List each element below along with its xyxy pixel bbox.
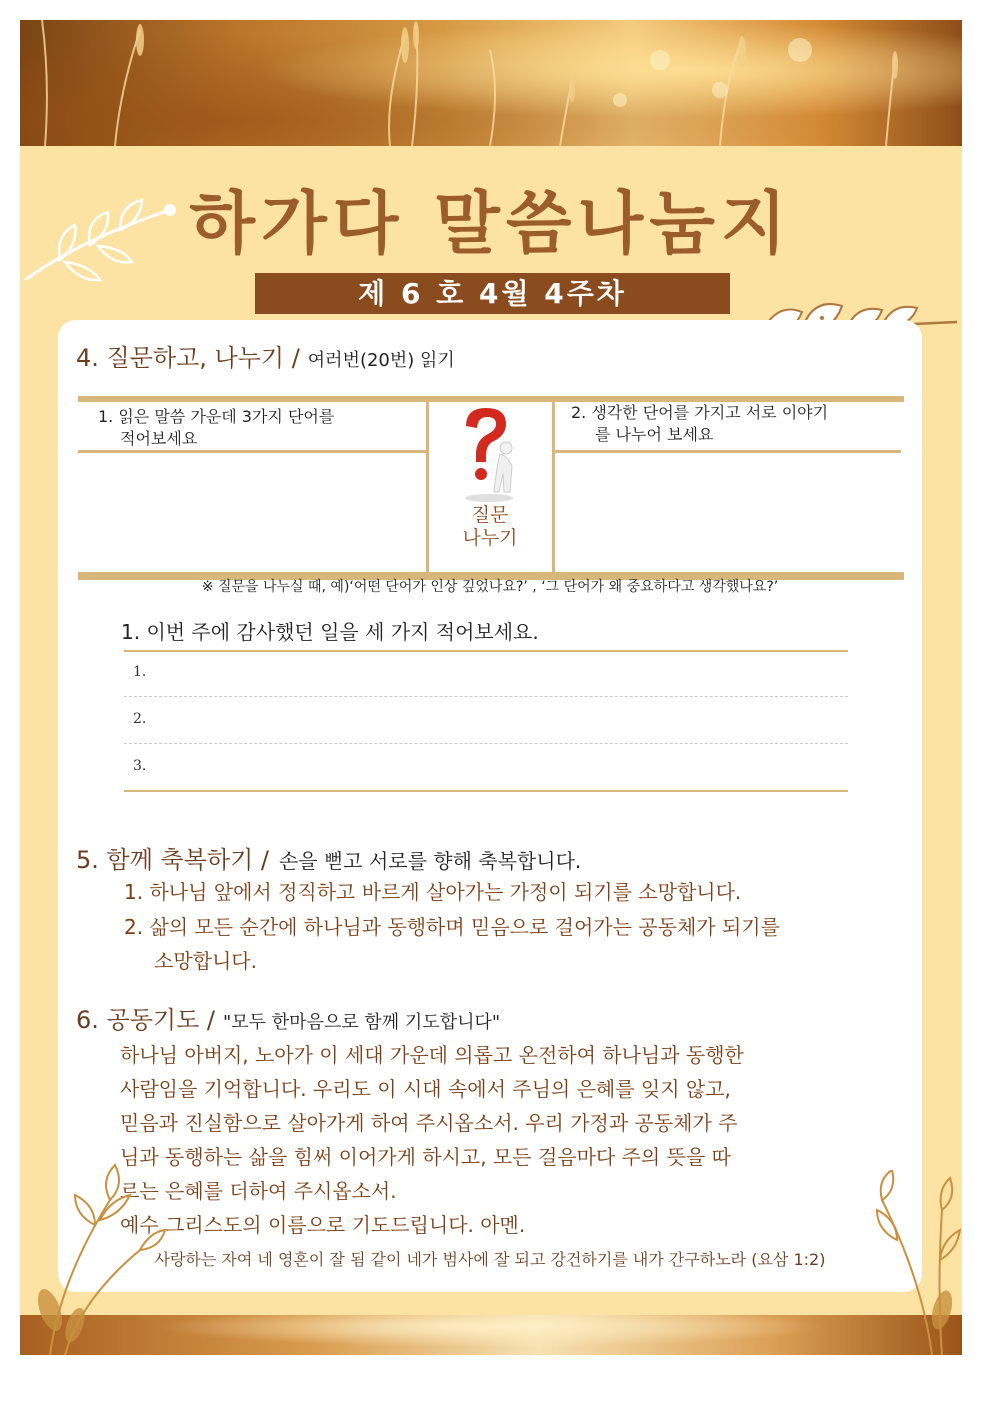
center-label: 질문 나누기 xyxy=(462,504,518,549)
section6-heading xyxy=(76,1000,500,1035)
section5-title: 5. 함께 축복하기 / xyxy=(76,846,269,874)
page xyxy=(20,20,962,1355)
left-box-text: 1. 읽은 말씀 가운데 3가지 단어를 적어보세요 xyxy=(98,407,335,448)
section4-subtitle: 여러번(20번) 읽기 xyxy=(307,350,455,371)
table-vline-right xyxy=(552,396,555,572)
header-photo xyxy=(20,20,962,146)
blessing-item-1: 1. 하나님 앞에서 정직하고 바르게 살아가는 가정이 되기를 소망합니다. xyxy=(124,880,742,904)
section5-heading xyxy=(76,840,581,875)
prayer-text: 하나님 아버지, 노아가 이 세대 가운데 의롭고 온전하여 하나님과 동행한 사람임을 기억합니다. 우리도 이 시대 속에서 주님의 은혜를 잊지 않고, 믿음과 진실함으로 살아가게 하여 주시옵소서. 우리 가정과 공동체가 주 님과 동행하는 삶을 힘써 이어가게 하시고, 모든 걸음마다 주의 뜻을 따 르는 은혜를 더하여 주시옵소서. 예수 그리스도의 이름으로 기도드립니다. 아멘. xyxy=(120,1043,744,1237)
table-vline-left xyxy=(426,396,429,572)
right-box-text: 2. 생각한 단어를 가지고 서로 이야기 를 나누어 보세요 xyxy=(571,403,829,444)
writing-line[interactable]: 2. xyxy=(124,697,848,744)
question-note: ※ 질문을 나누실 때, 예)‘어떤 단어가 인상 깊었나요?’ , ‘그 단어가 왜 중요하다고 생각했나요?’ xyxy=(201,579,779,595)
grass-image xyxy=(20,20,962,146)
writing-line[interactable]: 3. xyxy=(133,758,147,774)
footer-verse: 사랑하는 자여 네 영혼이 잘 됨 같이 네가 범사에 잘 되고 강건하기를 내가 간구하노라 (요삼 1:2) xyxy=(154,1250,826,1269)
section6-subtitle: "모두 한마음으로 함께 기도합니다" xyxy=(222,1012,501,1033)
gratitude-question: 1. 이번 주에 감사했던 일을 세 가지 적어보세요. xyxy=(121,620,539,644)
wheat-plant-icon xyxy=(20,1160,170,1355)
question-mark-figure-icon xyxy=(456,404,522,504)
wheat-plant-icon xyxy=(842,1170,962,1355)
writing-line[interactable]: 1. xyxy=(124,650,848,697)
writing-area xyxy=(124,650,848,790)
section4-heading xyxy=(76,338,455,373)
table-divider-right xyxy=(555,450,901,453)
section4-title: 4. 질문하고, 나누기 / xyxy=(76,344,300,372)
content-card xyxy=(58,320,922,1292)
blessing-item-2: 2. 삶의 모든 순간에 하나님과 동행하며 믿음으로 걸어가는 공동체가 되기를 소망합니다. xyxy=(124,915,780,973)
issue-banner: 제 6 호 4월 4주차 xyxy=(255,273,730,314)
page-title: 하가다 말씀나눔지 xyxy=(189,185,793,264)
writing-bottom-line xyxy=(124,790,848,792)
section6-title: 6. 공동기도 / xyxy=(76,1006,215,1034)
section5-subtitle: 손을 뻗고 서로를 향해 축복합니다. xyxy=(278,849,582,873)
table-divider-left xyxy=(78,450,426,453)
